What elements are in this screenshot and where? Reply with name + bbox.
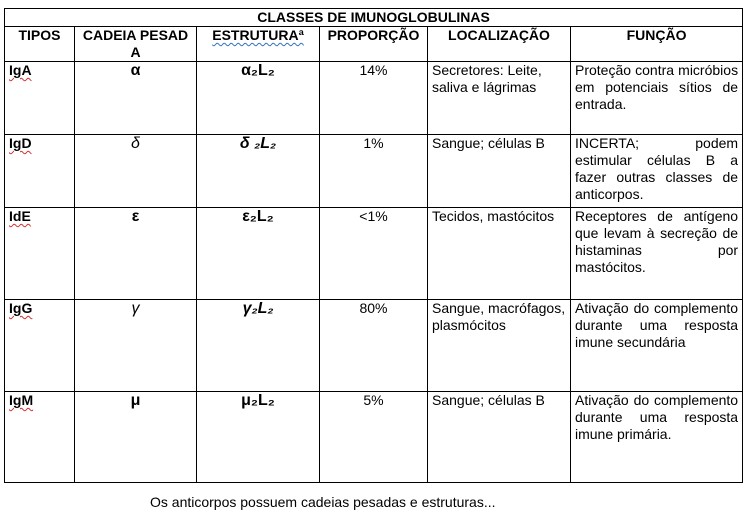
table-row xyxy=(5,62,743,135)
proporcao-cell: <1% xyxy=(320,208,428,300)
estrutura-cell: ε₂L₂ xyxy=(197,208,320,300)
tipo-cell: IgM xyxy=(5,392,75,483)
localizacao-cell: Secretores: Leite, saliva e lágrimas xyxy=(428,62,571,135)
localizacao-cell: Sangue, macrófagos, plasmócitos xyxy=(428,300,571,392)
proporcao-cell: 80% xyxy=(320,300,428,392)
immunoglobulin-table xyxy=(4,8,743,483)
tipo-cell: IgD xyxy=(5,135,75,208)
table-header-row xyxy=(5,27,743,62)
funcao-cell: Receptores de antígeno que levam à secreção de histaminas por mastócitos. xyxy=(571,208,743,300)
tipo-cell: IgA xyxy=(5,62,75,135)
proporcao-cell: 1% xyxy=(320,135,428,208)
table-row xyxy=(5,135,743,208)
header-proporcao: PROPORÇÃO xyxy=(320,27,428,62)
table-row xyxy=(5,300,743,392)
cadeia-cell: ε xyxy=(75,208,197,300)
footer-note: Os anticorpos possuem cadeias pesadas e estruturas... xyxy=(150,494,496,510)
estrutura-cell: γ₂L₂ xyxy=(197,300,320,392)
header-localizacao: LOCALIZAÇÃO xyxy=(428,27,571,62)
table-row xyxy=(5,392,743,483)
table-title: CLASSES DE IMUNOGLOBULINAS xyxy=(5,9,743,27)
cadeia-cell: δ xyxy=(75,135,197,208)
estrutura-cell: δ ₂L₂ xyxy=(197,135,320,208)
localizacao-cell: Tecidos, mastócitos xyxy=(428,208,571,300)
table-row xyxy=(5,208,743,300)
header-tipos: TIPOS xyxy=(5,27,75,62)
funcao-cell: Ativação do complemento durante uma resposta imune primária. xyxy=(571,392,743,483)
header-cadeia-pesada: CADEIA PESADA xyxy=(75,27,197,62)
cadeia-cell: α xyxy=(75,62,197,135)
tipo-cell: IgG xyxy=(5,300,75,392)
tipo-cell: IdE xyxy=(5,208,75,300)
proporcao-cell: 5% xyxy=(320,392,428,483)
header-estrutura: ESTRUTURAª xyxy=(197,27,320,62)
funcao-cell: Proteção contra micróbios em potenciais sítios de entrada. xyxy=(571,62,743,135)
cadeia-cell: γ xyxy=(75,300,197,392)
funcao-cell: Ativação do complemento durante uma resposta imune secundária xyxy=(571,300,743,392)
cadeia-cell: μ xyxy=(75,392,197,483)
localizacao-cell: Sangue; células B xyxy=(428,135,571,208)
table-title-row xyxy=(5,9,743,27)
header-funcao: FUNÇÃO xyxy=(571,27,743,62)
estrutura-cell: α₂L₂ xyxy=(197,62,320,135)
funcao-cell: INCERTA; podem estimular células B a fazer outras classes de anticorpos. xyxy=(571,135,743,208)
estrutura-cell: μ₂L₂ xyxy=(197,392,320,483)
localizacao-cell: Sangue; células B xyxy=(428,392,571,483)
proporcao-cell: 14% xyxy=(320,62,428,135)
